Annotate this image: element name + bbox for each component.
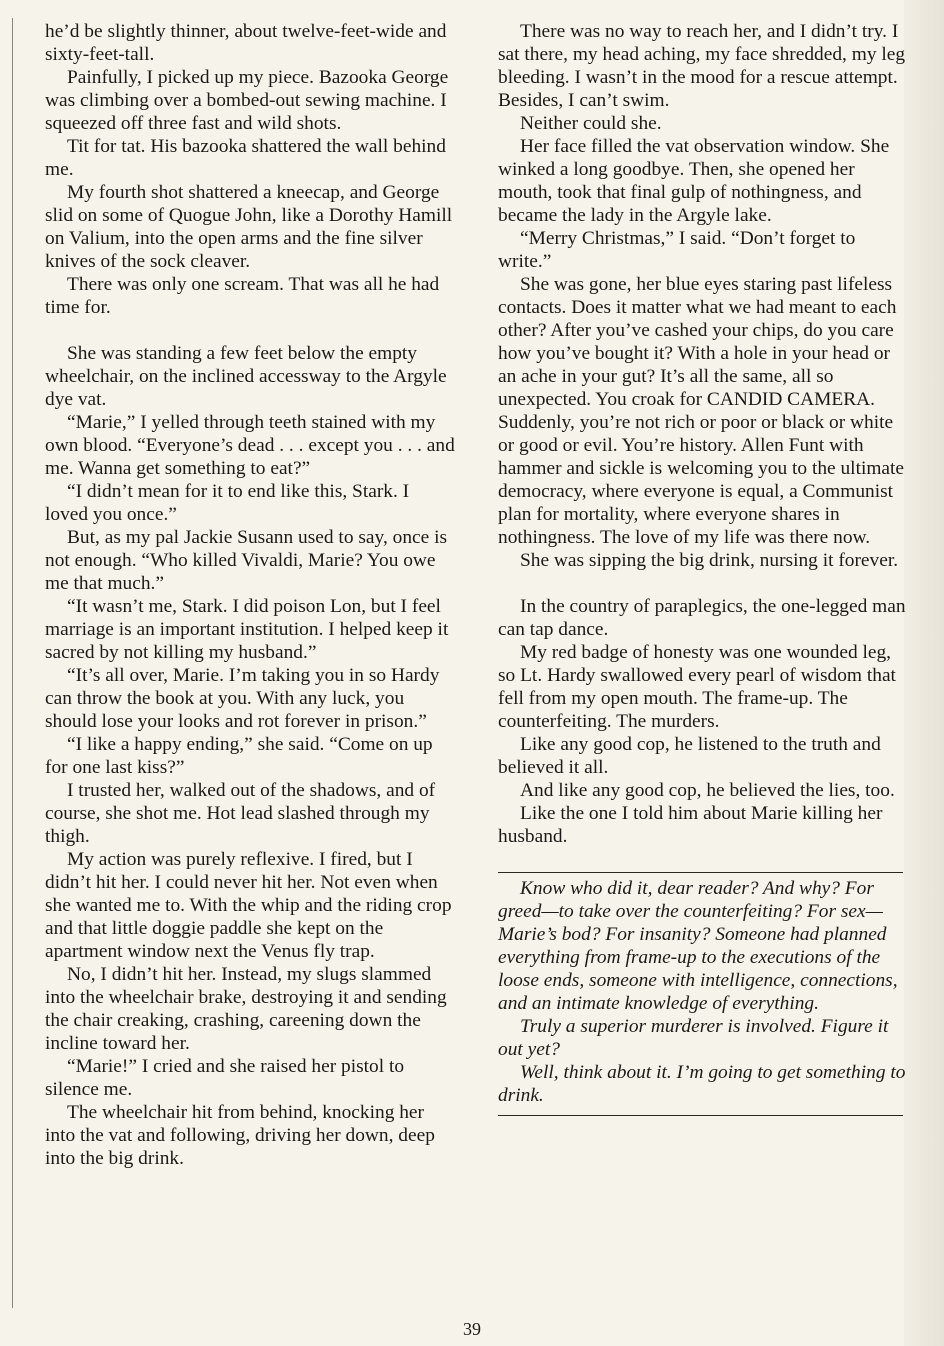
- paragraph: “It wasn’t me, Stark. I did poison Lon, but I feel marriage is an important institution. I helped keep it sacred by not killing my husband.”: [45, 596, 449, 663]
- paragraph: “I like a happy ending,” she said. “Come on up for one last kiss?”: [45, 734, 433, 778]
- right-column-body: [498, 20, 906, 848]
- paragraph: She was gone, her blue eyes staring past lifeless contacts. Does it matter what we had meant to each other? After you’ve cashed your chips, do you care how you’ve bought it? With a hole in your head or an ache in your gut? It’s all the same, all so unexpected. You croak for CANDID CAMERA. Suddenly, you’re not rich or poor or black or white or good or evil. You’re history. Allen Funt with hammer and sickle is welcoming you to the ultimate democracy, where everyone is equal, a Communist plan for mortality, where everyone shares in nothingness. The love of my life was there now.: [498, 274, 905, 548]
- paragraph: And like any good cop, he believed the lies, too.: [520, 780, 895, 801]
- paragraph: he’d be slightly thinner, about twelve-feet-wide and sixty-feet-tall.: [45, 21, 447, 65]
- paragraph: There was no way to reach her, and I didn’t try. I sat there, my head aching, my face shredded, my leg bleeding. I wasn’t in the mood for a rescue attempt. Besides, I can’t swim.: [498, 21, 906, 111]
- paragraph: “It’s all over, Marie. I’m taking you in so Hardy can throw the book at you. With any luck, you should lose your looks and rot forever in prison.”: [45, 665, 440, 732]
- afterword-top-rule: [498, 872, 903, 873]
- paragraph: She was standing a few feet below the empty wheelchair, on the inclined accessway to the Argyle dye vat.: [45, 343, 447, 410]
- paragraph: Well, think about it. I’m going to get something to drink.: [498, 1062, 906, 1106]
- paragraph: But, as my pal Jackie Susann used to say, once is not enough. “Who killed Vivaldi, Marie? You owe me that much.”: [45, 527, 448, 594]
- paragraph: “Merry Christmas,” I said. “Don’t forget to write.”: [498, 228, 856, 272]
- paragraph: “I didn’t mean for it to end like this, Stark. I loved you once.”: [45, 481, 410, 525]
- afterword-bottom-rule: [498, 1115, 903, 1116]
- paragraph: No, I didn’t hit her. Instead, my slugs slammed into the wheelchair brake, destroying it and sending the chair creaking, crashing, careening down the incline toward her.: [45, 964, 447, 1054]
- paragraph: There was only one scream. That was all he had time for.: [45, 274, 440, 318]
- paragraph: “Marie,” I yelled through teeth stained with my own blood. “Everyone’s dead . . . except you . . . and me. Wanna get something to eat?”: [45, 412, 455, 479]
- left-column: [45, 20, 455, 1170]
- page-number: 39: [463, 1319, 481, 1339]
- right-column: [498, 20, 906, 1116]
- paragraph: “Marie!” I cried and she raised her pistol to silence me.: [45, 1056, 405, 1100]
- paragraph: My fourth shot shattered a kneecap, and George slid on some of Quogue John, like a Dorothy Hamill on Valium, into the open arms and the fine silver knives of the sock cleaver.: [45, 182, 453, 272]
- paragraph: Painfully, I picked up my piece. Bazooka George was climbing over a bombed-out sewing machine. I squeezed off three fast and wild shots.: [45, 67, 449, 134]
- paragraph: In the country of paraplegics, the one-legged man can tap dance.: [498, 596, 906, 640]
- afterword: [498, 877, 906, 1107]
- paragraph: Like any good cop, he listened to the truth and believed it all.: [498, 734, 881, 778]
- paragraph: The wheelchair hit from behind, knocking her into the vat and following, driving her down, deep into the big drink.: [45, 1102, 435, 1169]
- paragraph: Like the one I told him about Marie killing her husband.: [498, 803, 883, 847]
- paragraph: My red badge of honesty was one wounded leg, so Lt. Hardy swallowed every pearl of wisdom that fell from my open mouth. The frame-up. The counterfeiting. The murders.: [498, 642, 896, 732]
- page-edge-shadow: [904, 0, 944, 1346]
- paragraph: Neither could she.: [520, 113, 662, 134]
- paragraph: Tit for tat. His bazooka shattered the wall behind me.: [45, 136, 446, 180]
- left-margin-rule: [12, 18, 13, 1308]
- paragraph: She was sipping the big drink, nursing it forever.: [520, 550, 899, 571]
- paragraph: Her face filled the vat observation window. She winked a long goodbye. Then, she opened her mouth, took that final gulp of nothingness, and became the lady in the Argyle lake.: [498, 136, 890, 226]
- paragraph: Truly a superior murderer is involved. Figure it out yet?: [498, 1016, 889, 1060]
- paragraph: I trusted her, walked out of the shadows, and of course, she shot me. Hot lead slashed through my thigh.: [45, 780, 436, 847]
- paragraph: My action was purely reflexive. I fired, but I didn’t hit her. I could never hit her. Not even when she wanted me to. With the whip and the riding crop and that little doggie paddle she kept on the apartment window next the Venus fly trap.: [45, 849, 452, 962]
- paragraph: Know who did it, dear reader? And why? For greed—to take over the counterfeiting? For sex—Marie’s bod? For insanity? Someone had planned everything from frame-up to the executions of the loose ends, someone with intelligence, connections, and an intimate knowledge of everything.: [498, 878, 898, 1014]
